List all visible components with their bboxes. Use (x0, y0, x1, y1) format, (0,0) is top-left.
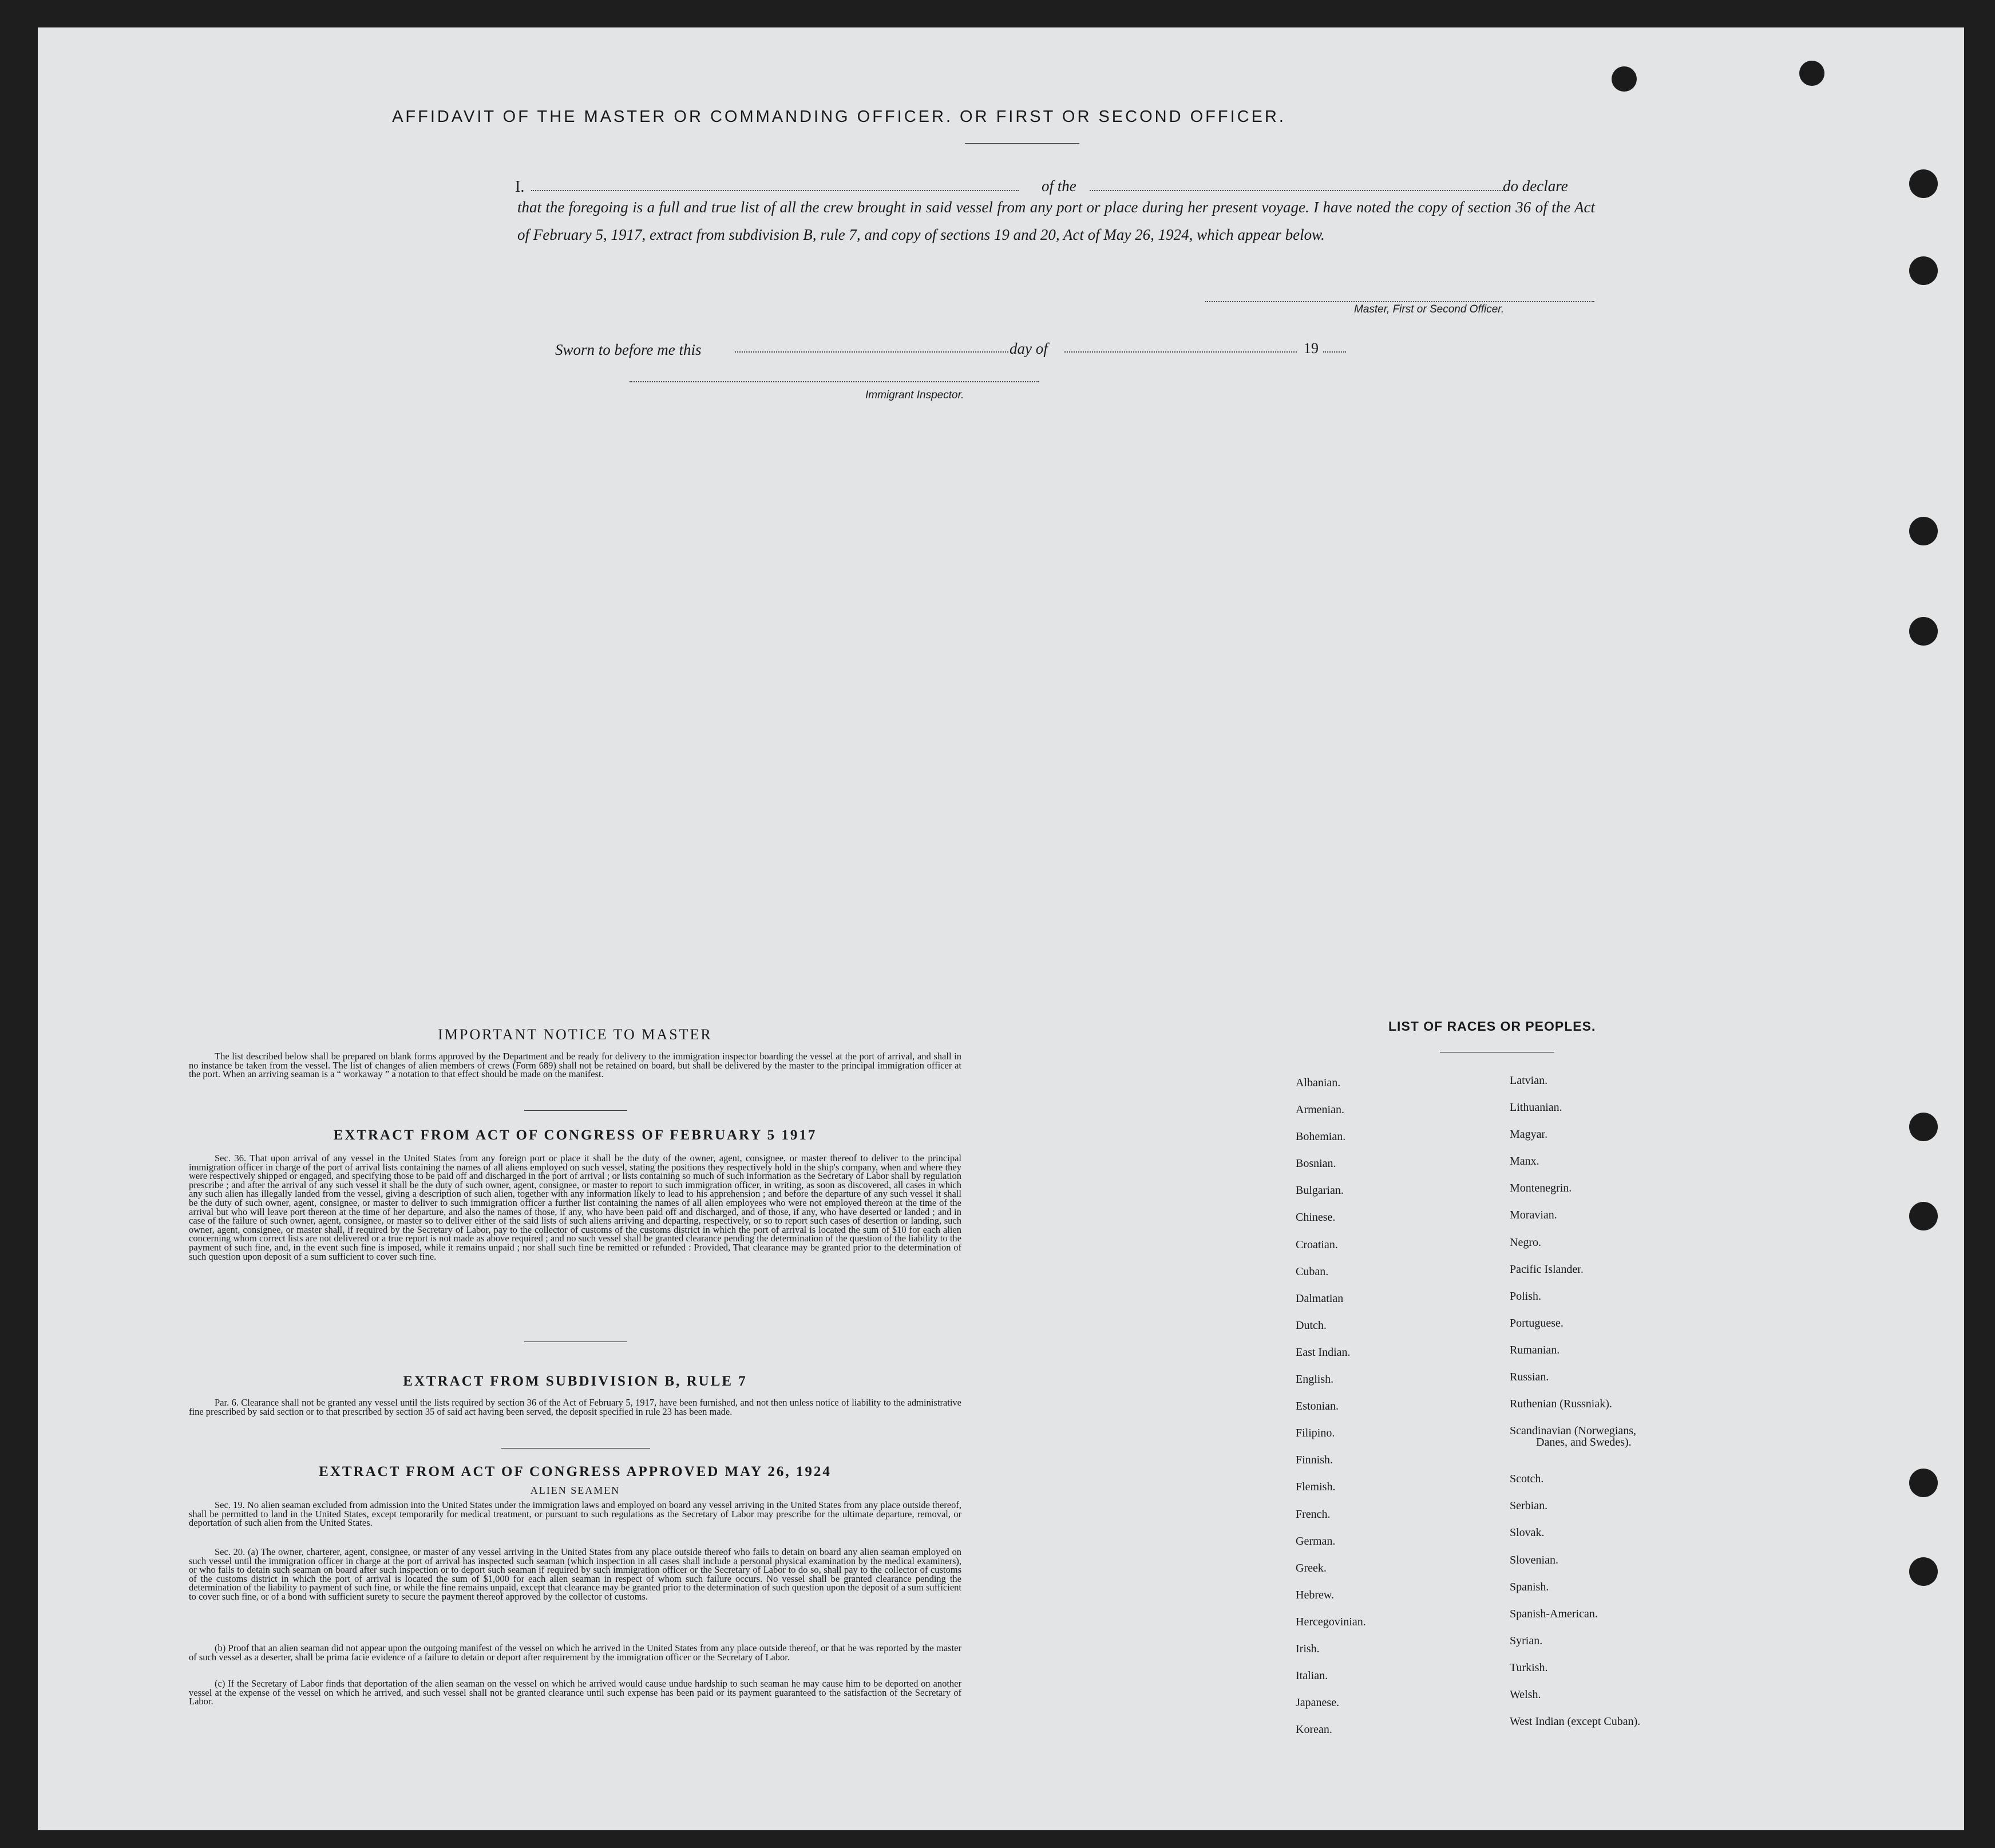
punch-hole (1612, 66, 1637, 92)
race-item: Portuguese. (1510, 1316, 1563, 1329)
section-divider (524, 1110, 627, 1111)
race-item: Armenian. (1296, 1103, 1344, 1117)
race-item: Spanish-American. (1510, 1607, 1598, 1620)
sec20c-text: (c) If the Secretary of Labor finds that deportation of the alien seaman on the vessel on which he arrived would cause undue hardship to such seaman he may cause him to be deported on another vessel at the expense of the vessel on which he arrived, and such vessel shall not be granted clearance until such expense has been paid or its payment guaranteed to the satisfaction of the Secretary of Labor. (189, 1678, 961, 1707)
race-item: Albanian. (1296, 1077, 1341, 1089)
race-item (1510, 1425, 1640, 1473)
race-item-line: Scandinavian (Norwegians, (1510, 1424, 1637, 1438)
race-item: Hebrew. (1296, 1588, 1335, 1601)
race-item: Moravian. (1510, 1209, 1557, 1222)
race-item: Russian. (1510, 1371, 1549, 1384)
race-item: Estonian. (1296, 1400, 1339, 1413)
races-title: LIST OF RACES OR PEOPLES. (1388, 1019, 1596, 1034)
notice-title: IMPORTANT NOTICE TO MASTER (438, 1026, 712, 1043)
affidavit-title: AFFIDAVIT OF THE MASTER OR COMMANDING OFFICER. OR FIRST OR SECOND OFFICER. (392, 108, 1286, 126)
race-item: Manx. (1510, 1155, 1539, 1168)
inspector-signature-line[interactable] (630, 381, 1039, 382)
race-item: Greek. (1296, 1561, 1327, 1574)
punch-hole (1909, 1469, 1938, 1497)
sworn-month-blank[interactable] (1064, 351, 1297, 353)
notice-text: The list described below shall be prepared on blank forms approved by the Department and be ready for delivery to the immigration inspector boarding the vessel at the port of arrival, and shall in no instance be taken from the vessel. The list of changes of alien members of crews (Form 689) shall not be retained on board, but shall be delivered by the master to the principal immigration officer at the port. When an arriving seaman is a “ workaway ” a notation to that effect should be made on the manifest. (189, 1051, 961, 1080)
race-item: Dutch. (1296, 1319, 1327, 1332)
race-item: Japanese. (1296, 1696, 1340, 1710)
race-item: Magyar. (1510, 1128, 1548, 1141)
section-divider (501, 1448, 650, 1449)
race-item: East Indian. (1296, 1346, 1351, 1359)
race-item: Flemish. (1296, 1481, 1336, 1494)
race-item: Croatian. (1296, 1238, 1338, 1251)
race-item: Korean. (1296, 1723, 1332, 1736)
race-item: Ruthenian (Russniak). (1510, 1398, 1612, 1411)
races-column-1 (1296, 1077, 1366, 1751)
race-item: Bosnian. (1296, 1157, 1336, 1170)
race-item: Latvian. (1510, 1074, 1548, 1087)
race-item: Cuban. (1296, 1265, 1329, 1278)
rule7-title: EXTRACT FROM SUBDIVISION B, RULE 7 (403, 1374, 747, 1389)
race-item: Slovak. (1510, 1526, 1545, 1540)
affidavit-i-label: I. (515, 178, 525, 196)
race-item: Irish. (1296, 1642, 1320, 1655)
race-item: Bohemian. (1296, 1130, 1346, 1143)
extract-1924-subtitle: ALIEN SEAMEN (530, 1485, 620, 1496)
name-blank[interactable] (531, 190, 1019, 191)
race-item: German. (1296, 1534, 1336, 1548)
race-item: Dalmatian (1296, 1292, 1344, 1305)
form-page (38, 27, 1964, 1830)
year-blank[interactable] (1323, 351, 1346, 353)
race-item: Scotch. (1510, 1473, 1544, 1486)
extract-1924-title: EXTRACT FROM ACT OF CONGRESS APPROVED MAY 26, 1924 (319, 1464, 832, 1479)
race-item: Turkish. (1510, 1661, 1548, 1674)
sec19-text: Sec. 19. No alien seaman excluded from admission into the United States under the immigration laws and employed on board any vessel arriving in the United States from any place outside thereof, shall be permitted to land in the United States, except temporarily for medical treatment, or pursuant to such regulations as the Secretary of Labor may prescribe for the ultimate departure, removal, or deportation of such alien from the United States. (189, 1499, 961, 1529)
race-item: Bulgarian. (1296, 1184, 1344, 1197)
race-item: Serbian. (1510, 1499, 1548, 1513)
race-item: French. (1296, 1507, 1331, 1521)
sec20a-text: Sec. 20. (a) The owner, charterer, agent, consignee, or master of any vessel arriving in the United States from any place outside thereof who fails to detain on board any alien seaman employed on such vessel until the immigration officer in charge at the port of arrival has inspected such seaman (which inspection in all cases shall include a personal physical examination by the medical examiners), or who fails to detain such seaman on board after such inspection or to deport such seaman if required by such immigration officer or the Secretary of Labor to do so, shall pay to the collector of customs of the customs district in which the port of arrival is located the sum of $1,000 for each alien seaman in respect of whom such failure occurs. No vessel shall be granted clearance pending the determination of the liability to payment of such fine, or while the fine remains unpaid, except that clearance may be granted prior to the determination of such question upon the deposit of a sum sufficient to cover such fine, or of a bond with sufficient surety to secure the payment thereof approved by the collector of customs. (189, 1546, 961, 1602)
punch-hole (1909, 256, 1938, 285)
race-item: Montenegrin. (1510, 1182, 1572, 1195)
master-signature-line[interactable] (1205, 301, 1594, 302)
of-the-label: of the (1042, 177, 1076, 195)
race-item-continuation: Danes, and Swedes). (1536, 1436, 1632, 1449)
race-item: Welsh. (1510, 1688, 1541, 1701)
affidavit-body: that the foregoing is a full and true list of all the crew brought in said vessel from any port or place during her present voyage. I have noted the copy of section 36 of the Act of February 5, 1917, extract from subdivision B, rule 7, and copy of sections 19 and 20, Act of May 26, 1924, which appear below. (517, 199, 1595, 243)
race-item: English. (1296, 1373, 1334, 1386)
races-column-2 (1510, 1075, 1640, 1743)
master-signature-caption: Master, First or Second Officer. (1354, 303, 1505, 315)
race-item: Spanish. (1510, 1580, 1549, 1593)
race-item: Pacific Islander. (1510, 1263, 1584, 1276)
race-item: Rumanian. (1510, 1343, 1560, 1356)
race-item: Filipino. (1296, 1427, 1335, 1440)
race-item: Slovenian. (1510, 1553, 1558, 1566)
sworn-day-blank[interactable] (735, 351, 1008, 353)
race-item: Hercegovinian. (1296, 1615, 1366, 1628)
sec20b-text: (b) Proof that an alien seaman did not appear upon the outgoing manifest of the vessel on which he arrived in the United States from any place outside thereof, or that he was reported by the master of such vessel as a deserter, shall be prima facie evidence of a failure to detain or deport after requirement by the immigration officer or the Secretary of Labor. (189, 1643, 961, 1663)
punch-hole (1909, 169, 1938, 198)
race-item: Lithuanian. (1510, 1101, 1562, 1114)
extract-1917-title: EXTRACT FROM ACT OF CONGRESS OF FEBRUARY 5 1917 (333, 1127, 817, 1143)
punch-hole (1799, 61, 1824, 86)
race-item: Chinese. (1296, 1211, 1336, 1224)
year-label: 19 (1304, 340, 1319, 357)
race-item: Negro. (1510, 1236, 1541, 1249)
race-item: Syrian. (1510, 1634, 1543, 1647)
race-item: Italian. (1296, 1669, 1328, 1683)
vessel-blank[interactable] (1090, 190, 1505, 191)
race-item: Polish. (1510, 1289, 1542, 1303)
punch-hole (1909, 1202, 1938, 1230)
punch-hole (1909, 1113, 1938, 1141)
title-underline (965, 143, 1079, 144)
sworn-label: Sworn to before me this (555, 341, 702, 358)
race-item: West Indian (except Cuban). (1510, 1715, 1641, 1728)
punch-hole (1909, 617, 1938, 646)
extract-1917-text: Sec. 36. That upon arrival of any vessel in the United States from any foreign port or place it shall be the duty of the owner, agent, consignee, or master thereof to deliver to the principal immigration officer in charge of the port of arrival lists containing the names of all aliens employed on such vessel, stating the positions they respectively hold in the ship's company, when and where they were respectively shipped or engaged, and specifying those to be paid off and discharged in the port of arrival ; or lists containing so much of such information as the Secretary of Labor shall by regulation prescribe ; and after the arrival of any such vessel it shall be the duty of such owner, agent, consignee, or master to report to such immigration officer, in writing, as soon as discovered, all cases in which any such alien has illegally landed from the vessel, giving a description of such alien, together with any information likely to lead to his apprehension ; and before the departure of any such vessel it shall be the duty of such owner, agent, consignee, or master to deliver to such immigration officer a further list containing the names of all alien employees who were not employed thereon at the time of the arrival but who will leave port thereon at the time of her departure, and also the names of those, if any, who have been paid off and discharged, and of those, if any, who have deserted or landed ; and in case of the failure of such owner, agent, consignee, or master so to deliver either of the said lists of such aliens arriving and departing, respectively, or so to report such cases of desertion or landing, such owner, agent, consignee, or master shall, if required by the Secretary of Labor, pay to the collector of customs of the customs district in which the port of arrival is located the sum of $10 for each alien concerning whom correct lists are not delivered or a true report is not made as above required ; and no such vessel shall be granted clearance pending the determination of the question of the liability to the payment of such fine, and, in the event such fine is imposed, while it remains unpaid ; nor shall such fine be remitted or refunded : Provided, That clearance may be granted prior to the determination of such question upon deposit of a sum sufficient to cover such fine. (189, 1153, 961, 1262)
rule7-text: Par. 6. Clearance shall not be granted any vessel until the lists required by section 36 of the Act of February 5, 1917, have been furnished, and not then unless notice of liability to the administrative fine prescribed by said section or to that prescribed by section 35 of said act having been served, the deposit specified in rule 23 has been made. (189, 1397, 961, 1417)
punch-hole (1909, 517, 1938, 545)
race-item: Finnish. (1296, 1454, 1333, 1467)
declare-label: do declare (1503, 177, 1568, 195)
day-of-label: day of (1010, 340, 1048, 357)
punch-hole (1909, 1557, 1938, 1586)
inspector-caption: Immigrant Inspector. (865, 389, 964, 401)
